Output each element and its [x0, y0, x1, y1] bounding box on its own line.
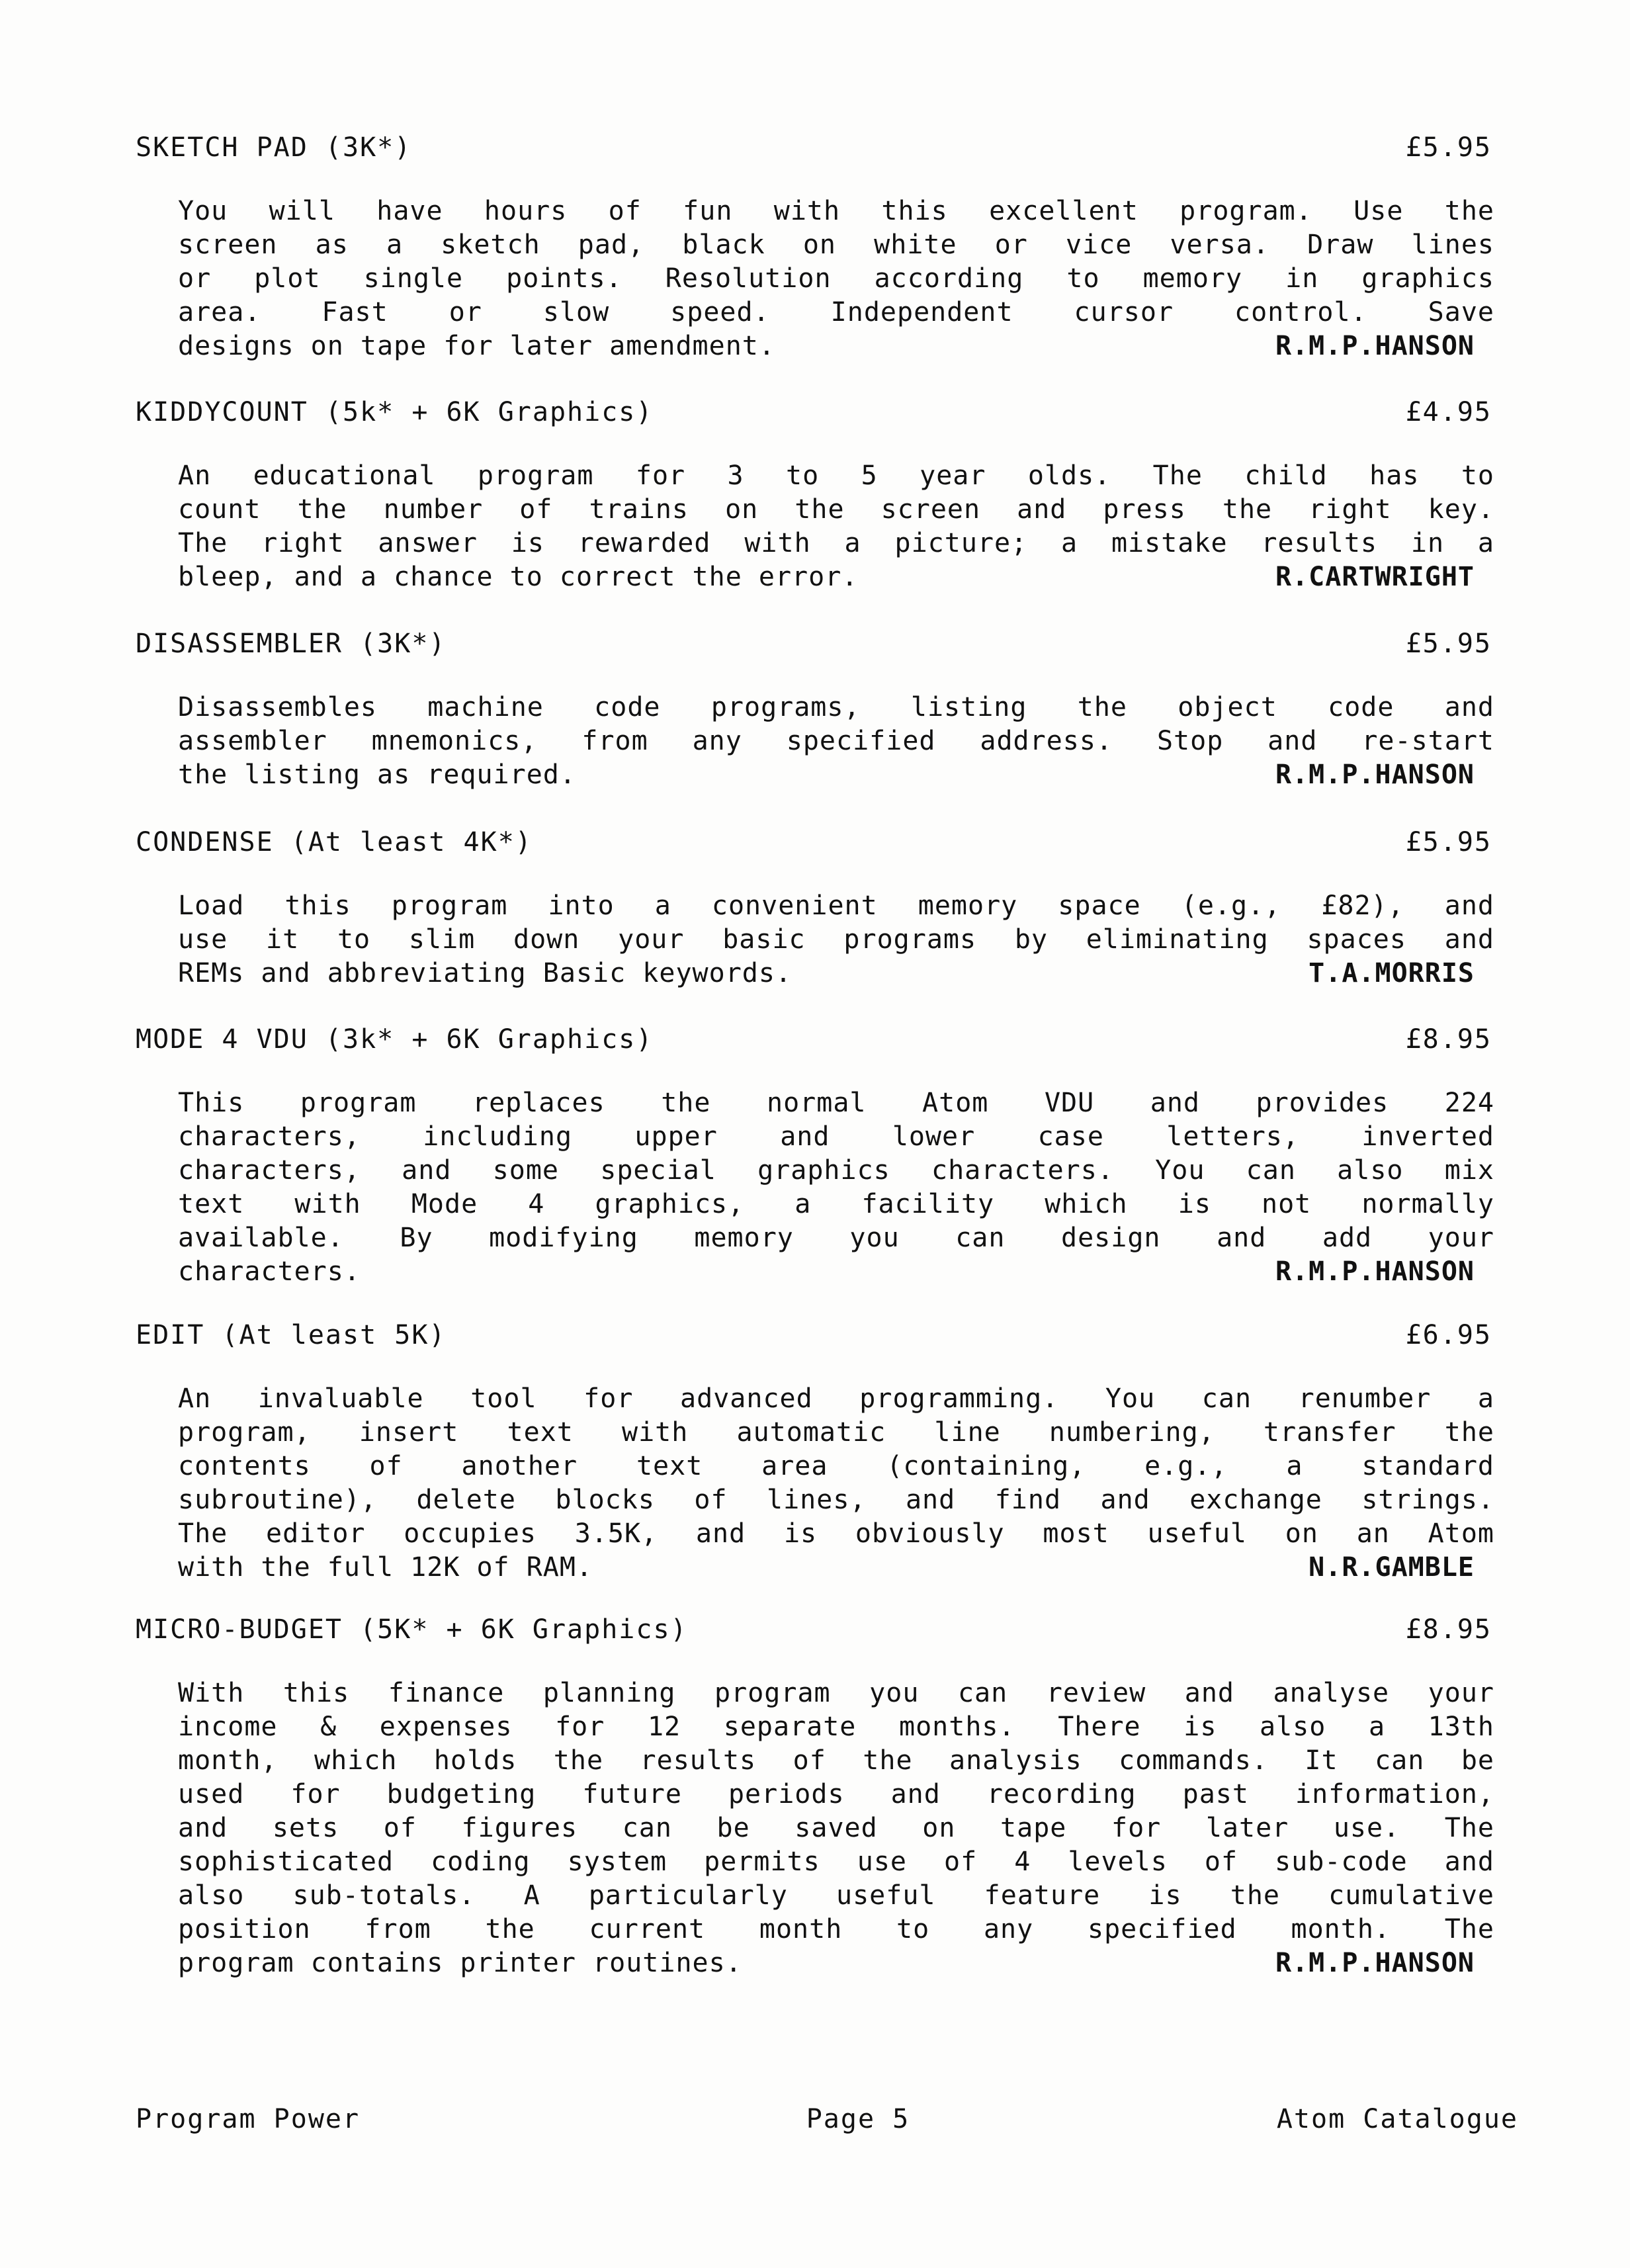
description-line: characters, and some special graphics characters. You can also mix: [178, 1155, 1494, 1186]
description-line: assembler mnemonics, from any specified address. Stop and re-start: [178, 726, 1494, 756]
entry-description: [178, 1382, 1494, 1585]
entry-description: [178, 1086, 1494, 1289]
entry-description: [178, 1677, 1494, 1980]
entry-header: [136, 132, 1518, 175]
author-credit: R.M.P.HANSON: [1275, 1948, 1475, 1978]
description-last-line: [178, 957, 1494, 990]
description-line: screen as a sketch pad, black on white or vice versa. Draw lines: [178, 230, 1494, 260]
entry-title: DISASSEMBLER (3K*): [136, 629, 447, 659]
entry-header: [136, 629, 1518, 671]
author-credit: R.M.P.HANSON: [1275, 331, 1475, 361]
entry-header: [136, 827, 1518, 869]
description-line: An invaluable tool for advanced programming. You can renumber a: [178, 1383, 1494, 1414]
entry-price: £4.95: [1405, 397, 1492, 427]
entry-price: £8.95: [1405, 1024, 1492, 1055]
description-line: available. By modifying memory you can design and add your: [178, 1223, 1494, 1253]
description-line: used for budgeting future periods and recording past information,: [178, 1779, 1494, 1810]
description-line: REMs and abbreviating Basic keywords.: [178, 958, 793, 988]
entry-header: [136, 1614, 1518, 1657]
author-credit: R.CARTWRIGHT: [1275, 562, 1475, 592]
description-line: The right answer is rewarded with a picture; a mistake results in a: [178, 528, 1494, 558]
description-line: and sets of figures can be saved on tape for later use. The: [178, 1813, 1494, 1843]
description-line: Disassembles machine code programs, listing the object code and: [178, 692, 1494, 722]
description-line: program contains printer routines.: [178, 1948, 742, 1978]
description-line: the listing as required.: [178, 760, 576, 790]
entry-price: £6.95: [1405, 1320, 1492, 1350]
footer-publisher: Program Power: [136, 2104, 361, 2134]
description-line: or plot single points. Resolution according to memory in graphics: [178, 263, 1494, 294]
description-line: designs on tape for later amendment.: [178, 331, 775, 361]
description-last-line: [178, 1551, 1494, 1585]
entry-condense: [136, 827, 1518, 990]
description-line: program, insert text with automatic line numbering, transfer the: [178, 1417, 1494, 1448]
description-line: area. Fast or slow speed. Independent cursor control. Save: [178, 297, 1494, 327]
entry-price: £5.95: [1405, 629, 1492, 659]
entry-price: £8.95: [1405, 1614, 1492, 1645]
entry-mode4-vdu: [136, 1024, 1518, 1289]
description-line: With this finance planning program you can review and analyse your: [178, 1678, 1494, 1708]
entry-description: [178, 889, 1494, 990]
entry-header: [136, 397, 1518, 439]
author-credit: T.A.MORRIS: [1308, 958, 1475, 988]
description-line: use it to slim down your basic programs by eliminating spaces and: [178, 924, 1494, 955]
description-line: sophisticated coding system permits use of 4 levels of sub-code and: [178, 1847, 1494, 1877]
description-last-line: [178, 560, 1494, 594]
description-line: The editor occupies 3.5K, and is obviously most useful on an Atom: [178, 1518, 1494, 1549]
description-line: month, which holds the results of the analysis commands. It can be: [178, 1745, 1494, 1776]
entry-disassembler: [136, 629, 1518, 792]
description-line: with the full 12K of RAM.: [178, 1552, 593, 1583]
author-credit: R.M.P.HANSON: [1275, 1256, 1475, 1287]
description-line: position from the current month to any specified month. The: [178, 1914, 1494, 1944]
description-line: text with Mode 4 graphics, a facility which is not normally: [178, 1189, 1494, 1219]
description-line: This program replaces the normal Atom VDU and provides 224: [178, 1088, 1494, 1118]
author-credit: R.M.P.HANSON: [1275, 760, 1475, 790]
entry-kiddycount: [136, 397, 1518, 594]
entry-title: CONDENSE (At least 4K*): [136, 827, 533, 857]
description-line: Load this program into a convenient memory space (e.g., £82), and: [178, 891, 1494, 921]
description-line: characters.: [178, 1256, 361, 1287]
entry-price: £5.95: [1405, 827, 1492, 857]
footer-catalogue-name: Atom Catalogue: [1276, 2104, 1518, 2134]
author-credit: N.R.GAMBLE: [1308, 1552, 1475, 1583]
entry-edit: [136, 1320, 1518, 1585]
entry-title: EDIT (At least 5K): [136, 1320, 447, 1350]
entry-header: [136, 1320, 1518, 1362]
description-last-line: [178, 758, 1494, 792]
entry-price: £5.95: [1405, 132, 1492, 163]
description-line: contents of another text area (containing, e.g., a standard: [178, 1451, 1494, 1481]
description-line: also sub-totals. A particularly useful feature is the cumulative: [178, 1880, 1494, 1911]
entry-description: [178, 195, 1494, 363]
page-footer: [136, 2104, 1518, 2134]
entry-title: SKETCH PAD (3K*): [136, 132, 412, 163]
description-line: bleep, and a chance to correct the error.: [178, 562, 859, 592]
description-line: subroutine), delete blocks of lines, and find and exchange strings.: [178, 1485, 1494, 1515]
description-line: income & expenses for 12 separate months. There is also a 13th: [178, 1712, 1494, 1742]
description-last-line: [178, 1255, 1494, 1289]
description-line: You will have hours of fun with this excellent program. Use the: [178, 196, 1494, 226]
page-number: Page 5: [806, 2104, 910, 2134]
description-line: count the number of trains on the screen and press the right key.: [178, 494, 1494, 525]
entry-description: [178, 459, 1494, 594]
description-last-line: [178, 329, 1494, 363]
entry-title: KIDDYCOUNT (5k* + 6K Graphics): [136, 397, 654, 427]
entry-sketch-pad: [136, 132, 1518, 363]
entry-header: [136, 1024, 1518, 1067]
entry-title: MODE 4 VDU (3k* + 6K Graphics): [136, 1024, 654, 1055]
description-line: characters, including upper and lower case letters, inverted: [178, 1121, 1494, 1152]
entry-title: MICRO-BUDGET (5K* + 6K Graphics): [136, 1614, 688, 1645]
entry-description: [178, 691, 1494, 792]
description-last-line: [178, 1946, 1494, 1980]
description-line: An educational program for 3 to 5 year olds. The child has to: [178, 460, 1494, 491]
entry-micro-budget: [136, 1614, 1518, 1980]
